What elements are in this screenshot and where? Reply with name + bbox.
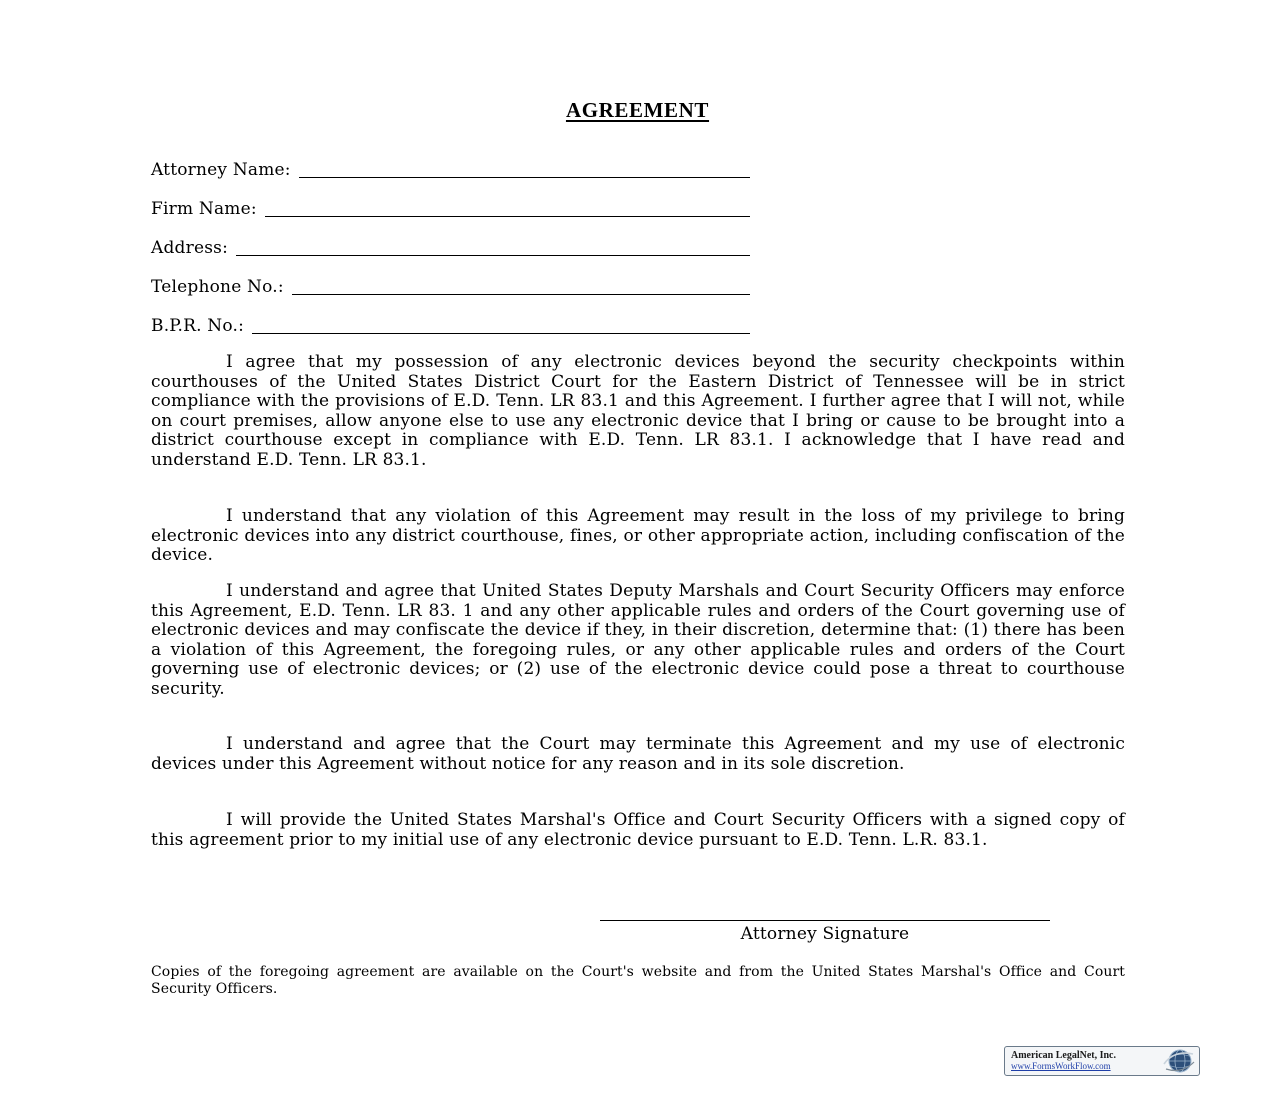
paragraph-possession: I agree that my possession of any electronic devices beyond the security checkpoints within courthouses of the United States District Court for the Eastern District of Tennessee will be in strict compliance with the provisions of E.D. Tenn. LR 83.1 and this Agreement. I further agree that I will not, while on court premises, allow anyone else to use any electronic device that I bring or cause to be brought into a district courthouse except in compliance with E.D. Tenn. LR 83.1. I acknowledge that I have read and understand E.D. Tenn. LR 83.1. <box>151 352 1125 470</box>
paragraph-termination: I understand and agree that the Court may terminate this Agreement and my use of electronic devices under this Agreement without notice for any reason and in its sole discretion. <box>151 734 1125 774</box>
signature-line[interactable] <box>600 920 1050 921</box>
globe-logo-icon <box>1160 1048 1196 1074</box>
bpr-number-blank-line[interactable] <box>252 332 750 334</box>
paragraph-signed-copy: I will provide the United States Marshal's Office and Court Security Officers with a signed copy of this agreement prior to my initial use of any electronic device pursuant to E.D. Tenn. L.R. 83.1. <box>151 810 1125 850</box>
telephone-field[interactable] <box>151 275 750 297</box>
website-link[interactable]: www.FormsWorkFlow.com <box>1011 1061 1111 1071</box>
badge-text <box>1011 1050 1116 1072</box>
paragraph-violation: I understand that any violation of this Agreement may result in the loss of my privilege to bring electronic devices into any district courthouse, fines, or other appropriate action, including confiscation of the device. <box>151 506 1125 565</box>
footer-note: Copies of the foregoing agreement are available on the Court's website and from the United States Marshal's Office and Court Security Officers. <box>151 964 1125 997</box>
address-blank-line[interactable] <box>236 254 750 256</box>
document-title-text: AGREEMENT <box>565 98 710 122</box>
document-title <box>0 98 1275 123</box>
bpr-number-field[interactable] <box>151 314 750 336</box>
telephone-label: Telephone No.: <box>151 277 284 297</box>
bpr-number-label: B.P.R. No.: <box>151 316 245 336</box>
address-field[interactable] <box>151 236 750 258</box>
attorney-name-label: Attorney Name: <box>151 160 291 180</box>
address-label: Address: <box>151 238 229 258</box>
american-legalnet-badge[interactable] <box>1004 1046 1200 1076</box>
firm-name-field[interactable] <box>151 197 750 219</box>
signature-label: Attorney Signature <box>740 924 910 944</box>
firm-name-label: Firm Name: <box>151 199 257 219</box>
attorney-name-blank-line[interactable] <box>299 176 750 178</box>
paragraph-enforcement: I understand and agree that United States Deputy Marshals and Court Security Officers may enforce this Agreement, E.D. Tenn. LR 83. 1 and any other applicable rules and orders of the Court governing use of electronic devices and may confiscate the device if they, in their discretion, determine that: (1) there has been a violation of this Agreement, the foregoing rules, or any other applicable rules and orders of the Court governing use of electronic devices; or (2) use of the electronic device could pose a threat to courthouse security. <box>151 581 1125 699</box>
telephone-blank-line[interactable] <box>292 293 750 295</box>
company-name: American LegalNet, Inc. <box>1011 1050 1116 1061</box>
attorney-name-field[interactable] <box>151 158 750 180</box>
firm-name-blank-line[interactable] <box>265 215 750 217</box>
